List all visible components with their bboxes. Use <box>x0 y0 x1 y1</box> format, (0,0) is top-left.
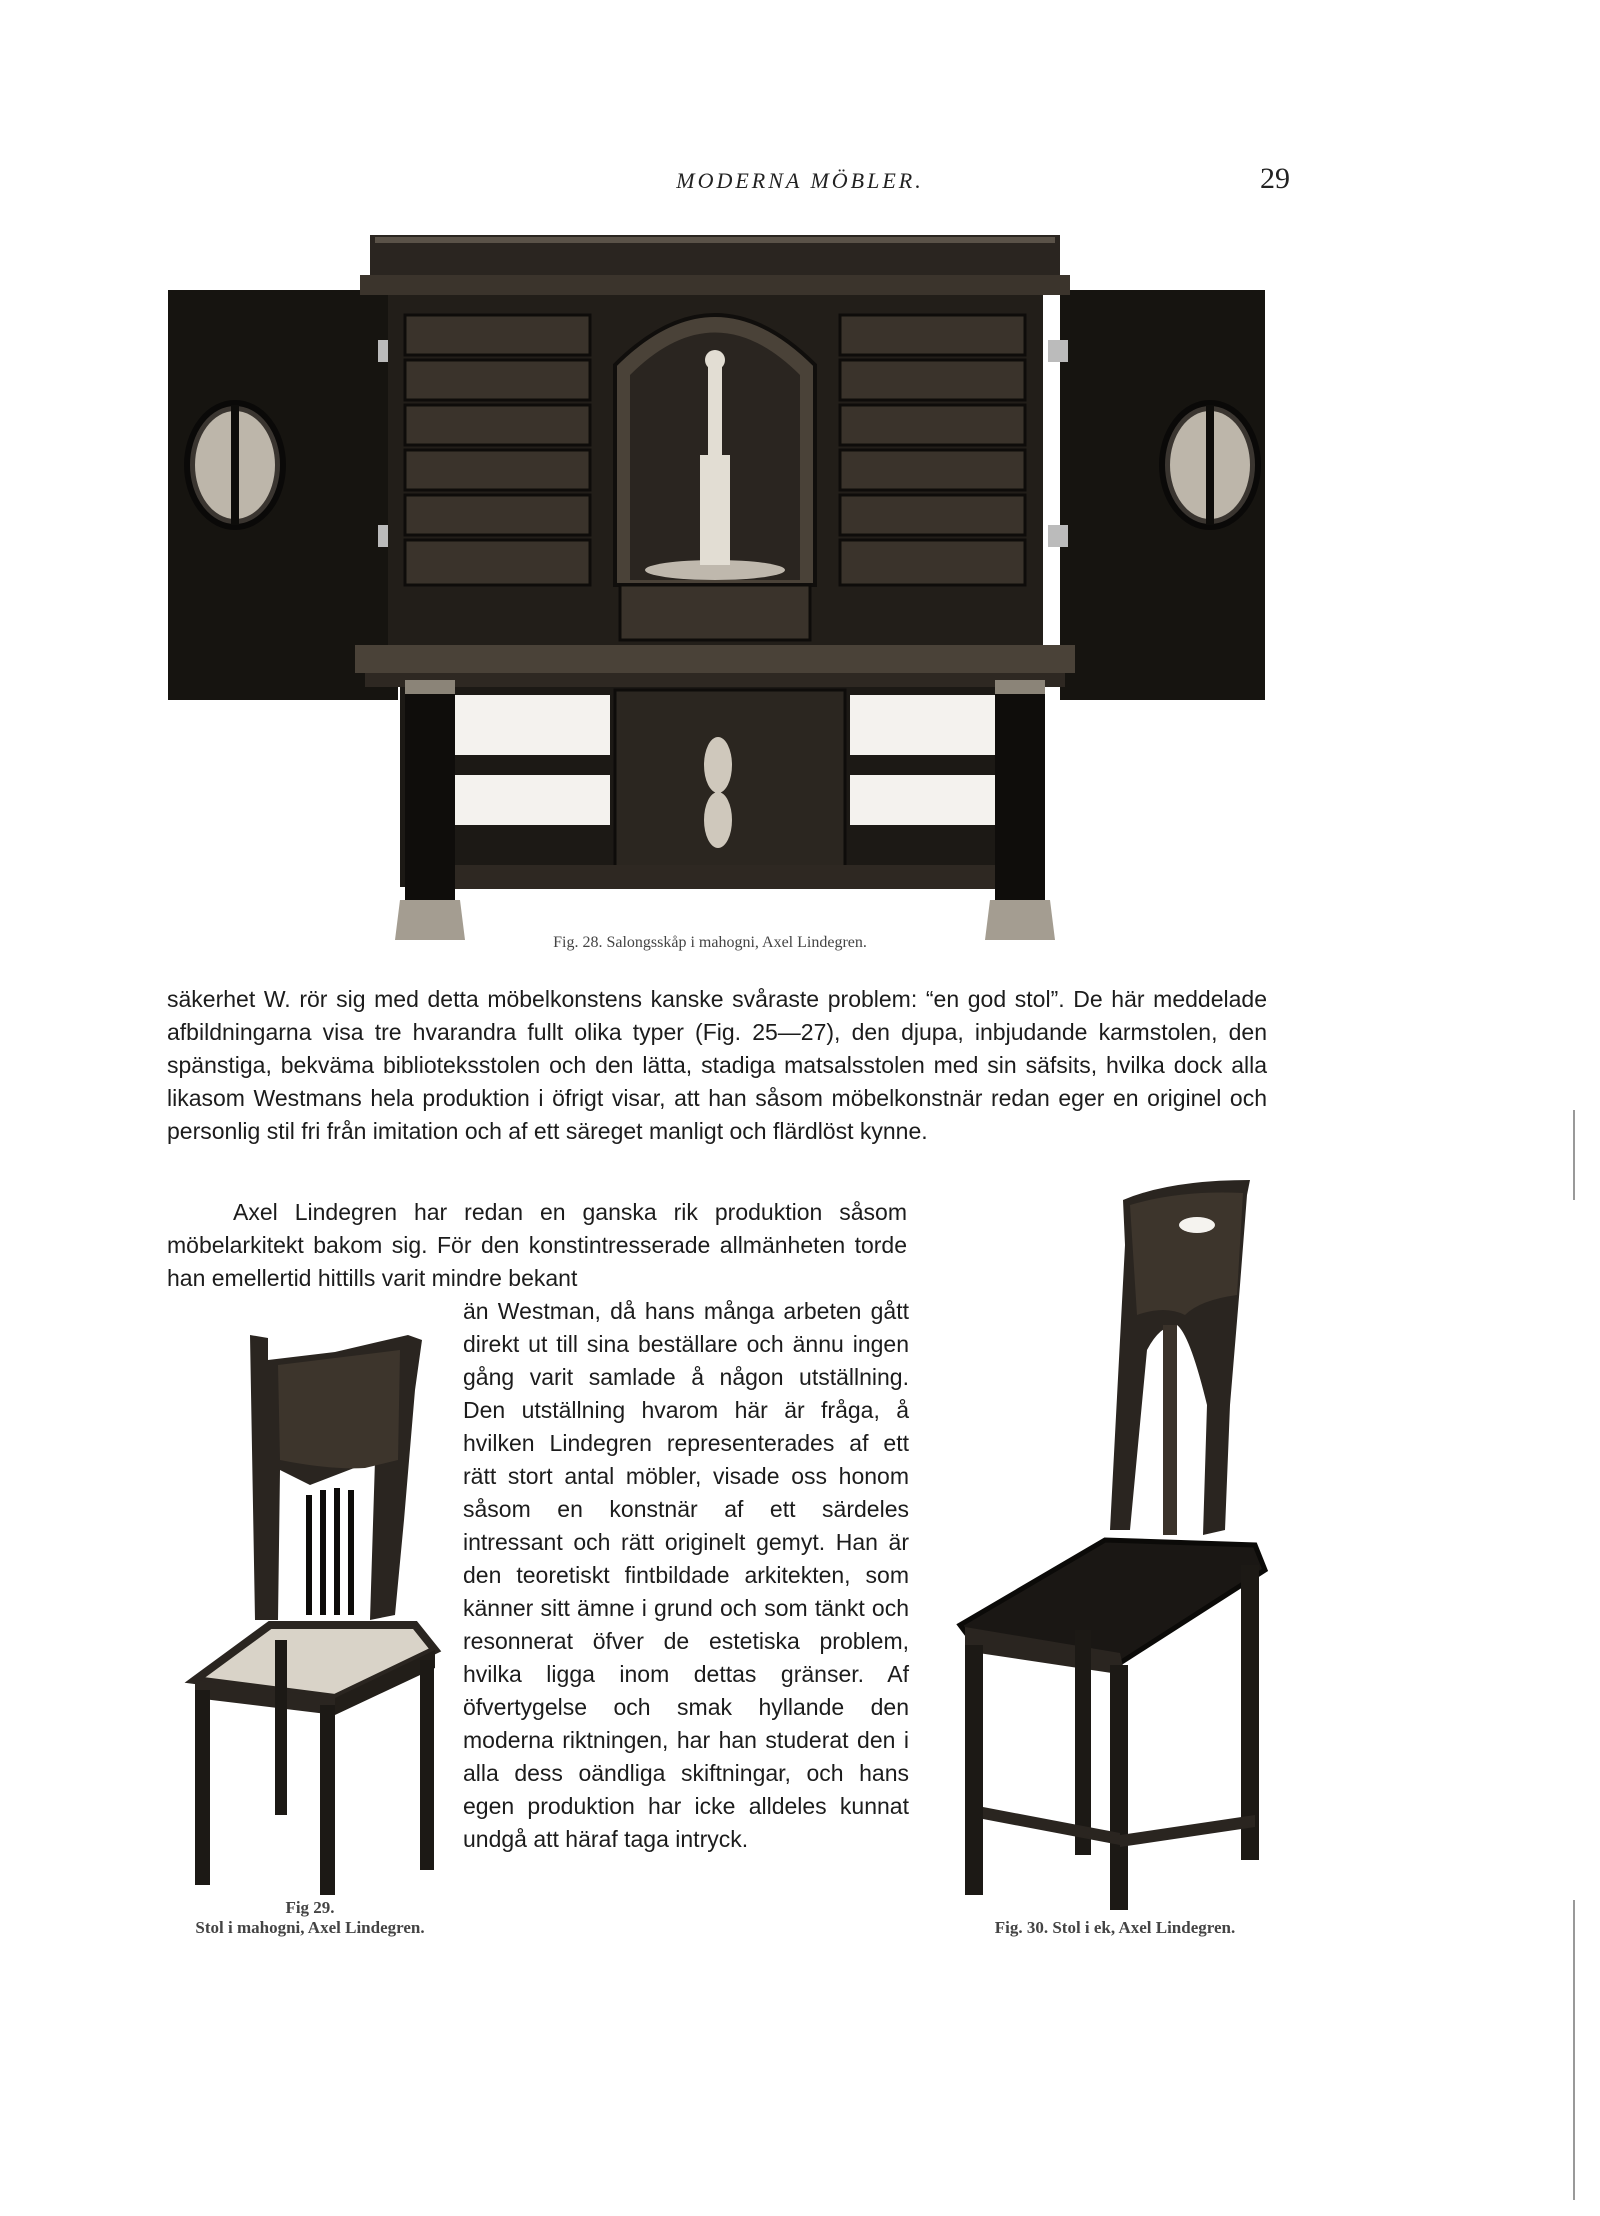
figure-29-caption-number: Fig 29. <box>285 1898 335 1917</box>
scan-margin-line <box>1573 1900 1575 2200</box>
body-paragraph-2: Axel Lindegren har redan en ganska rik produktion såsom möbelarkitekt bakom sig. För den konstintresserade allmänheten torde han emellertid hittills varit mindre bekant <box>167 1199 907 1291</box>
running-header-title: MODERNA MÖBLER. <box>676 168 924 193</box>
figure-29-caption <box>160 1898 460 1938</box>
figure-28-cabinet-photo <box>160 225 1270 960</box>
figure-30-chair-photo <box>925 1175 1275 1915</box>
body-paragraph-3: än Westman, då hans många arbeten gått direkt ut till sina beställare och ännu ingen gång varit samlade å någon utställning. Den utställning hvarom här är fråga, å hvilken Lindegren representerades af ett rätt stort antal möbler, visade oss honom såsom en konstnär af ett särdeles intressant och rätt originelt gemyt. Han är den teoretiskt fintbildade arkitekten, som känner sitt ämne i grund och som tänkt och resonnerat öfver de estetiska problem, hvilka ligga inom dettas gränser. Af öfvertygelse och smak hyllande den moderna riktningen, har han studerat den i alla dess oändliga skiftningar, och hans egen produktion har icke alldeles kunnat undgå att häraf taga intryck. <box>463 1298 909 1852</box>
scan-margin-line <box>1573 1110 1575 1200</box>
figure-28-caption: Fig. 28. Salongsskåp i mahogni, Axel Lindegren. <box>553 934 867 951</box>
page-number: 29 <box>1260 162 1290 195</box>
body-paragraph-1: säkerhet W. rör sig med detta möbelkonstens kanske svåraste problem: “en god stol”. De här meddelade afbildningarna visa tre hvarandra fullt olika typer (Fig. 25—27), den djupa, inbjudande karmstolen, den spänstiga, bekväma biblioteksstolen och den lätta, stadiga matsalsstolen med sin säfsits, hvilka dock alla likasom Westmans hela produktion i öfrigt visar, att han såsom möbelkonstnär redan eger en originel och personlig stil fri från imitation och af ett säreget manligt och flärdlöst kynne. <box>167 986 1267 1144</box>
figure-30-caption: Fig. 30. Stol i ek, Axel Lindegren. <box>994 1918 1236 1937</box>
figure-29-caption-text: Stol i mahogni, Axel Lindegren. <box>195 1918 425 1937</box>
figure-29-chair-photo <box>160 1320 450 1895</box>
